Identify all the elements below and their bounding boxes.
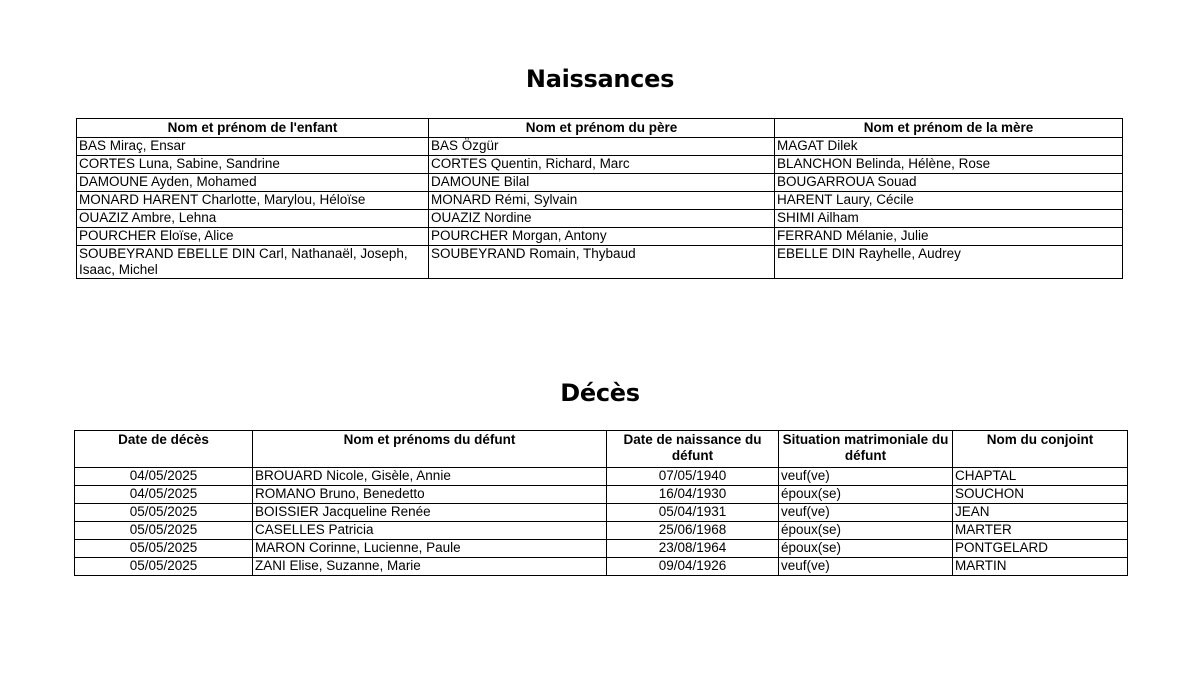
father-name-cell: SOUBEYRAND Romain, Thybaud xyxy=(429,246,775,279)
child-name-cell: POURCHER Eloïse, Alice xyxy=(77,228,429,246)
child-name-cell: MONARD HARENT Charlotte, Marylou, Héloïse xyxy=(77,192,429,210)
birth-date-cell: 05/04/1931 xyxy=(607,504,779,522)
deceased-name-cell: MARON Corinne, Lucienne, Paule xyxy=(253,540,607,558)
deceased-name-cell: BOISSIER Jacqueline Renée xyxy=(253,504,607,522)
mother-name-cell: EBELLE DIN Rayhelle, Audrey xyxy=(775,246,1123,279)
births-section-title: Naissances xyxy=(525,65,675,93)
header-marital-status: Situation matrimoniale du défunt xyxy=(779,431,953,468)
marital-status-cell: veuf(ve) xyxy=(779,468,953,486)
deaths-row xyxy=(75,504,1128,522)
father-name-cell: OUAZIZ Nordine xyxy=(429,210,775,228)
child-name-cell: SOUBEYRAND EBELLE DIN Carl, Nathanaël, Joseph, Isaac, Michel xyxy=(77,246,429,279)
deaths-row xyxy=(75,486,1128,504)
deaths-row xyxy=(75,558,1128,576)
deceased-name-cell: ZANI Elise, Suzanne, Marie xyxy=(253,558,607,576)
mother-name-cell: BOUGARROUA Souad xyxy=(775,174,1123,192)
deaths-table xyxy=(74,430,1128,576)
mother-name-cell: MAGAT Dilek xyxy=(775,138,1123,156)
birth-date-cell: 25/06/1968 xyxy=(607,522,779,540)
spouse-name-cell: SOUCHON xyxy=(953,486,1128,504)
child-name-cell: OUAZIZ Ambre, Lehna xyxy=(77,210,429,228)
birth-date-cell: 07/05/1940 xyxy=(607,468,779,486)
deceased-name-cell: BROUARD Nicole, Gisèle, Annie xyxy=(253,468,607,486)
birth-date-cell: 09/04/1926 xyxy=(607,558,779,576)
births-row xyxy=(77,210,1123,228)
father-name-cell: POURCHER Morgan, Antony xyxy=(429,228,775,246)
births-table xyxy=(76,118,1123,279)
deaths-row xyxy=(75,468,1128,486)
marital-status-cell: époux(se) xyxy=(779,522,953,540)
marital-status-cell: veuf(ve) xyxy=(779,558,953,576)
header-father-name: Nom et prénom du père xyxy=(429,119,775,138)
mother-name-cell: FERRAND Mélanie, Julie xyxy=(775,228,1123,246)
deaths-row xyxy=(75,540,1128,558)
deaths-section-title: Décès xyxy=(560,379,640,407)
death-date-cell: 05/05/2025 xyxy=(75,558,253,576)
spouse-name-cell: JEAN xyxy=(953,504,1128,522)
births-row xyxy=(77,156,1123,174)
father-name-cell: BAS Özgür xyxy=(429,138,775,156)
father-name-cell: MONARD Rémi, Sylvain xyxy=(429,192,775,210)
header-deceased-name: Nom et prénoms du défunt xyxy=(253,431,607,468)
births-row xyxy=(77,228,1123,246)
marital-status-cell: époux(se) xyxy=(779,486,953,504)
mother-name-cell: SHIMI Ailham xyxy=(775,210,1123,228)
spouse-name-cell: MARTIN xyxy=(953,558,1128,576)
spouse-name-cell: PONTGELARD xyxy=(953,540,1128,558)
births-row xyxy=(77,174,1123,192)
header-spouse-name: Nom du conjoint xyxy=(953,431,1128,468)
birth-date-cell: 23/08/1964 xyxy=(607,540,779,558)
child-name-cell: CORTES Luna, Sabine, Sandrine xyxy=(77,156,429,174)
header-death-date: Date de décès xyxy=(75,431,253,468)
deceased-name-cell: ROMANO Bruno, Benedetto xyxy=(253,486,607,504)
child-name-cell: BAS Miraç, Ensar xyxy=(77,138,429,156)
births-row xyxy=(77,192,1123,210)
death-date-cell: 04/05/2025 xyxy=(75,468,253,486)
spouse-name-cell: CHAPTAL xyxy=(953,468,1128,486)
mother-name-cell: HARENT Laury, Cécile xyxy=(775,192,1123,210)
mother-name-cell: BLANCHON Belinda, Hélène, Rose xyxy=(775,156,1123,174)
marital-status-cell: époux(se) xyxy=(779,540,953,558)
death-date-cell: 05/05/2025 xyxy=(75,522,253,540)
deaths-row xyxy=(75,522,1128,540)
deceased-name-cell: CASELLES Patricia xyxy=(253,522,607,540)
death-date-cell: 04/05/2025 xyxy=(75,486,253,504)
birth-date-cell: 16/04/1930 xyxy=(607,486,779,504)
header-child-name: Nom et prénom de l'enfant xyxy=(77,119,429,138)
births-row xyxy=(77,246,1123,279)
death-date-cell: 05/05/2025 xyxy=(75,504,253,522)
births-header-row xyxy=(77,119,1123,138)
child-name-cell: DAMOUNE Ayden, Mohamed xyxy=(77,174,429,192)
deaths-header-row xyxy=(75,431,1128,468)
spouse-name-cell: MARTER xyxy=(953,522,1128,540)
header-mother-name: Nom et prénom de la mère xyxy=(775,119,1123,138)
death-date-cell: 05/05/2025 xyxy=(75,540,253,558)
father-name-cell: CORTES Quentin, Richard, Marc xyxy=(429,156,775,174)
births-row xyxy=(77,138,1123,156)
header-birth-date: Date de naissance du défunt xyxy=(607,431,779,468)
marital-status-cell: veuf(ve) xyxy=(779,504,953,522)
father-name-cell: DAMOUNE Bilal xyxy=(429,174,775,192)
